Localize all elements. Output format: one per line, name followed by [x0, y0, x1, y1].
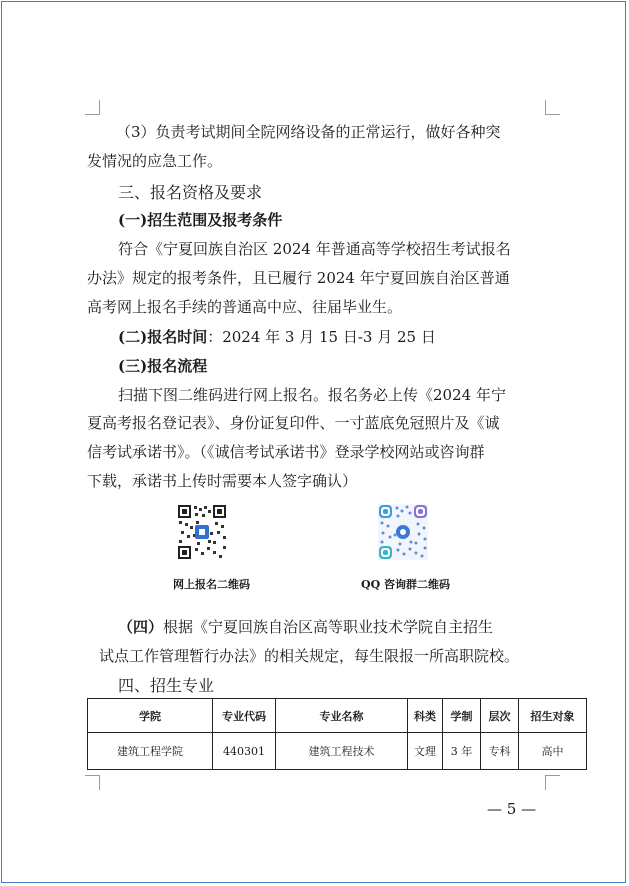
sub3-line2: 夏高考报名登记表》、身份证复印件、一寸蓝底免冠照片及《诚 — [87, 414, 500, 432]
header-college: 学院 — [88, 699, 213, 733]
header-major-name: 专业名称 — [276, 699, 408, 733]
sub1-line3: 高考网上报名手续的普通高中应、往届毕业生。 — [87, 298, 403, 316]
header-duration: 学制 — [443, 699, 481, 733]
section4-title: 四、招生专业 — [118, 676, 215, 695]
header-major-code: 专业代码 — [213, 699, 276, 733]
sub3-title: (三)报名流程 — [118, 357, 208, 375]
sub3-line1: 扫描下图二维码进行网上报名。报名务必上传《2024 年宁 — [118, 386, 506, 404]
header-target: 招生对象 — [519, 699, 587, 733]
crop-mark-top-right — [545, 100, 560, 115]
sub2-text: ：2024 年 3 月 15 日-3 月 25 日 — [207, 328, 436, 346]
header-category: 科类 — [408, 699, 443, 733]
sub1-line1: 符合《宁夏回族自治区 2024 年普通高等学校招生考试报名 — [118, 240, 511, 258]
cell-level: 专科 — [481, 733, 519, 770]
sub4-label: （四） — [118, 618, 164, 636]
crop-mark-bottom-right — [545, 775, 560, 790]
crop-mark-bottom-left — [85, 775, 100, 790]
cell-major-code: 440301 — [213, 733, 276, 770]
sub3-line4: 下载，承诺书上传时需要本人签字确认） — [87, 472, 358, 490]
qq-group-qr-code[interactable] — [378, 504, 428, 560]
cell-category: 文理 — [408, 733, 443, 770]
header-level: 层次 — [481, 699, 519, 733]
page-number: — 5 — — [487, 800, 537, 818]
sub4-line1-wrapper — [118, 616, 493, 637]
qq-group-qr-caption: QQ 咨询群二维码 — [361, 578, 450, 591]
majors-table — [87, 698, 587, 770]
section3-title: 三、报名资格及要求 — [118, 183, 263, 202]
cell-major-name: 建筑工程技术 — [276, 733, 408, 770]
cell-duration: 3 年 — [443, 733, 481, 770]
online-registration-qr-code[interactable] — [177, 504, 227, 560]
sub1-title: (一)招生范围及报考条件 — [118, 211, 283, 229]
sub2-line — [118, 326, 436, 347]
sub2-title: (二)报名时间 — [118, 328, 208, 346]
sub4-line2: 试点工作管理暂行办法》的相关规定，每生限报一所高职院校。 — [99, 647, 520, 665]
crop-mark-top-left — [85, 100, 100, 115]
table-header-row — [88, 699, 587, 733]
table-row — [88, 733, 587, 770]
sub3-line3: 信考试承诺书》。（《诚信考试承诺书》登录学校网站或咨询群 — [87, 443, 485, 461]
para3-line2: 发情况的应急工作。 — [87, 152, 223, 170]
cell-college: 建筑工程学院 — [88, 733, 213, 770]
sub1-line2: 办法》规定的报考条件，且已履行 2024 年宁夏回族自治区普通 — [87, 269, 510, 287]
sub4-line1: 根据《宁夏回族自治区高等职业技术学院自主招生 — [163, 618, 494, 636]
para3-line1: （3）负责考试期间全院网络设备的正常运行，做好各种突 — [116, 123, 501, 141]
online-registration-qr-caption: 网上报名二维码 — [173, 578, 250, 591]
cell-target: 高中 — [519, 733, 587, 770]
